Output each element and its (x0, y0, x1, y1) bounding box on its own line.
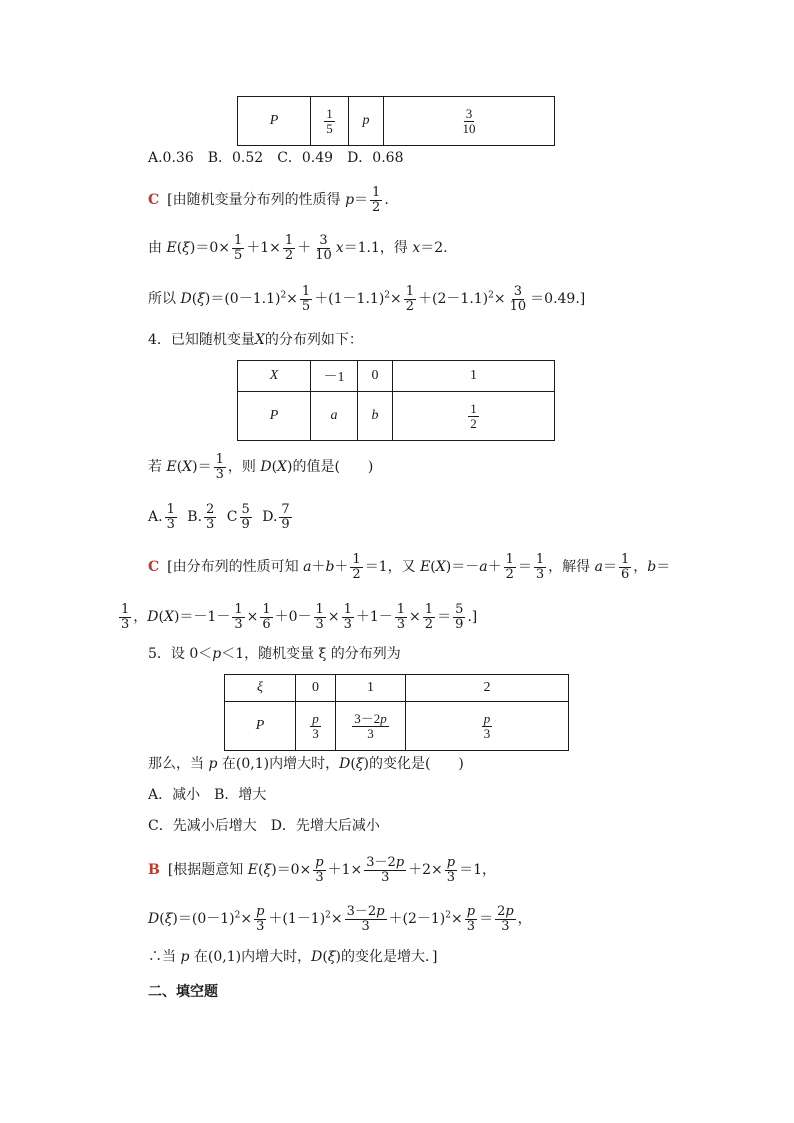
q5-conclusion: ∴当 p 在(0,1)内增大时，D(ξ)的变化是增大．] (148, 949, 438, 965)
distribution-table-q5 (224, 674, 569, 751)
table-cell: $\frac{p}{3}$ (406, 702, 569, 751)
table-cell: 1 (336, 675, 406, 702)
q3-solution-line-3: 所以 $D(\xi)=(0-1.1)^2\times$ $\frac{1}{5}$ $+(1-1.1)^2\times$ $\frac{1}{2}$ $+(2-1.1)^2\times$ $\frac{3}{10}$ ＝0.49.] (148, 284, 586, 314)
q5-stem: 5．设 0＜p＜1，随机变量 ξ 的分布列为 (148, 646, 401, 662)
q5-solution-line-2: $D(\xi)=(0-1)^2\times$ $\frac{p}{3}$ $+(1-1)^2\times$ $\frac{3-2p}{3}$ $+(2-1)^2\times$ $\frac{p}{3}$ ＝ $\frac{2p}{3}$ ， (148, 904, 532, 934)
q3-solution-line-2: 由 E(ξ)＝0× $\frac{1}{5}$ ＋1× $\frac{1}{2}$ ＋ $\frac{3}{10}$ x＝1.1，得 x＝2. (148, 233, 448, 263)
table-cell: a (311, 392, 358, 441)
table-cell-label: P (238, 392, 311, 441)
distribution-table-q4 (237, 360, 555, 441)
table-cell: 0 (296, 675, 336, 702)
table-cell: $\frac{3-2p}{3}$ (336, 702, 406, 751)
q4-question: 若 E(X)＝ $\frac{1}{3}$ ，则 D(X)的值是( ) (148, 452, 374, 482)
table-cell: 0 (358, 361, 393, 392)
table-cell: $\frac{1}{2}$ (393, 392, 555, 441)
section-title: 二、填空题 (148, 984, 218, 1000)
table-cell: p (349, 97, 384, 146)
distribution-table-q3 (237, 96, 555, 146)
table-cell: $\frac{p}{3}$ (296, 702, 336, 751)
q3-solution-line-1: C [由随机变量分布列的性质得 p＝ $\frac{1}{2}$ . (148, 185, 389, 215)
table-cell: 1 (393, 361, 555, 392)
q5-question: 那么，当 p 在(0,1)内增大时，D(ξ)的变化是( ) (148, 756, 464, 772)
q5-answer: B (148, 862, 160, 879)
table-cell-label: X (238, 361, 311, 392)
q4-answer: C (148, 559, 160, 576)
table-cell: $\frac{1}{5}$ (311, 97, 349, 146)
q4-stem: 4．已知随机变量X的分布列如下： (148, 332, 363, 348)
q4-solution-line-2: $\frac{1}{3}$ ，D(X)＝－1－ $\frac{1}{3}$ × $\frac{1}{6}$ ＋0－ $\frac{1}{3}$ × $\frac{1}{3}$ ＋1－ $\frac{1}{3}$ × $\frac{1}{2}$ ＝ $\frac{5}{9}$ .] (121, 602, 478, 632)
table-cell: －1 (311, 361, 358, 392)
table-cell-label: P (225, 702, 296, 751)
q3-answer: C (148, 192, 160, 209)
table-cell: b (358, 392, 393, 441)
q3-options: A.0.36 B．0.52 C．0.49 D．0.68 (148, 150, 404, 166)
table-cell: 2 (406, 675, 569, 702)
q5-options-ab: A．减小 B．增大 (148, 787, 267, 803)
q4-solution-line-1: C [由分布列的性质可知 a＋b＋ $\frac{1}{2}$ ＝1，又 E(X)＝－a＋ $\frac{1}{2}$ ＝ $\frac{1}{3}$ ，解得 a＝ $\frac{1}{6}$ ，b＝ (148, 552, 671, 582)
table-cell: $\frac{3}{10}$ (384, 97, 555, 146)
q5-options-cd: C．先减小后增大 D．先增大后减小 (148, 818, 380, 834)
q4-options: A. $\frac{1}{3}$ B. $\frac{2}{3}$ C $\frac{5}{9}$ D. $\frac{7}{9}$ (148, 502, 290, 532)
q5-solution-line-1: B [根据题意知 E(ξ)＝0× $\frac{p}{3}$ ＋1× $\frac{3-2p}{3}$ ＋2× $\frac{p}{3}$ ＝1， (148, 855, 497, 885)
table-cell-label: ξ (225, 675, 296, 702)
table-cell-label: P (238, 97, 311, 146)
